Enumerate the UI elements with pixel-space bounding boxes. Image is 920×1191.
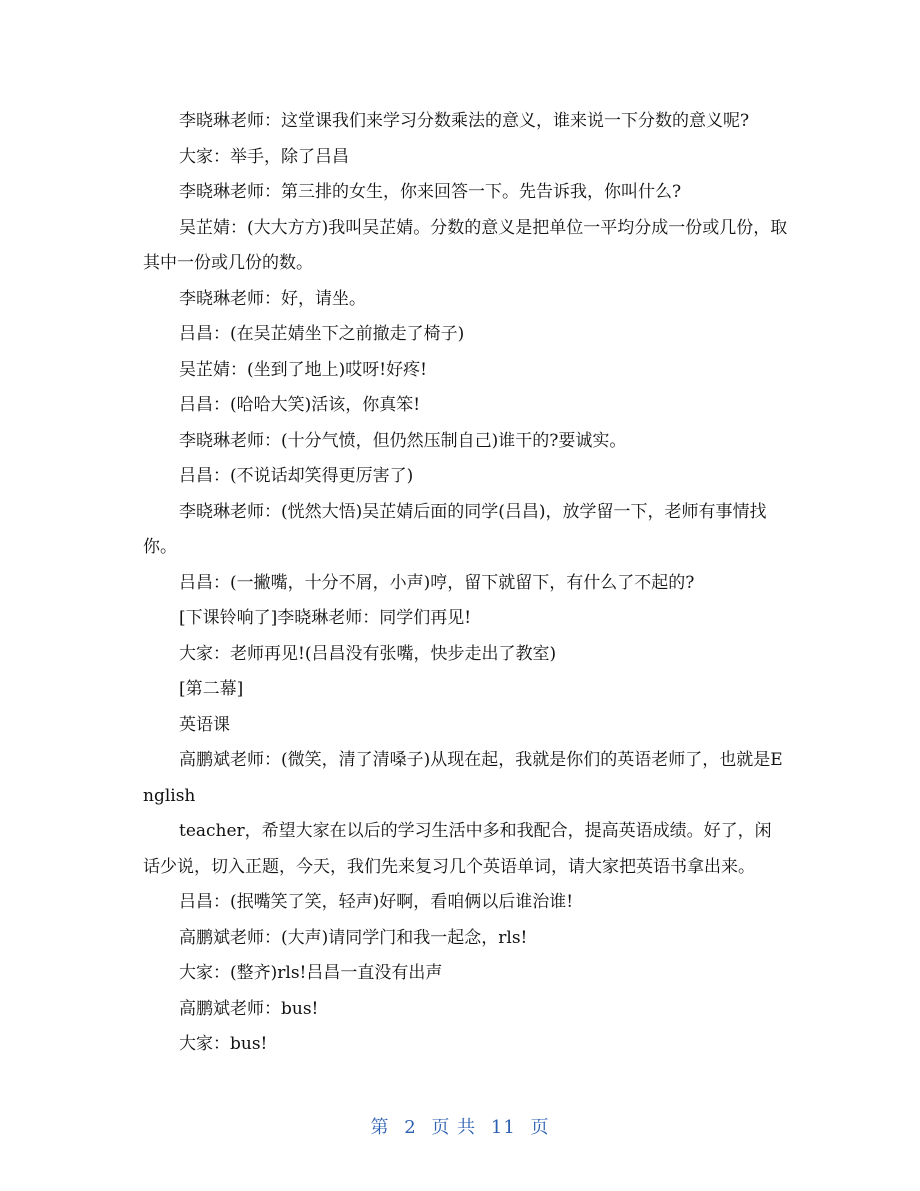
paragraph: 大家：老师再见!(吕昌没有张嘴，快步走出了教室) — [179, 643, 557, 664]
paragraph: 吴芷婧：(大大方方)我叫吴芷婧。分数的意义是把单位一平均分成一份或几份，取其中一份或几份的数。 — [143, 217, 788, 273]
scene-heading: 英语课 — [179, 714, 230, 735]
page-label-mid: 页 共 — [431, 1117, 477, 1138]
paragraph: 高鹏斌老师：bus! — [179, 998, 319, 1019]
paragraph: 大家：(整齐)rls!吕昌一直没有出声 — [179, 963, 443, 983]
current-page-number: 2 — [404, 1117, 417, 1138]
paragraph: 吕昌：(不说话却笑得更厉害了) — [179, 466, 414, 486]
total-pages-number: 11 — [490, 1117, 516, 1138]
paragraph: 李晓琳老师：(十分气愤，但仍然压制自己)谁干的?要诚实。 — [179, 430, 627, 451]
paragraph: 李晓琳老师：(恍然大悟)吴芷婧后面的同学(吕昌)，放学留一下，老师有事情找你。 — [143, 501, 767, 557]
paragraph: 吕昌：(哈哈大笑)活该，你真笨! — [179, 395, 421, 415]
paragraph: 李晓琳老师：好，请坐。 — [179, 288, 366, 309]
act-heading: [第二幕] — [179, 679, 244, 699]
page-footer — [0, 1113, 920, 1139]
paragraph: 高鹏斌老师：(微笑，清了清嗓子)从现在起，我就是你们的英语老师了，也就是English — [143, 750, 783, 806]
paragraph: 李晓琳老师：这堂课我们来学习分数乘法的意义，谁来说一下分数的意义呢? — [179, 111, 750, 131]
paragraph: 吴芷婧：(坐到了地上)哎呀!好疼! — [179, 359, 427, 380]
document-body — [143, 104, 788, 1063]
page-label-suffix: 页 — [530, 1117, 550, 1138]
paragraph: 高鹏斌老师：(大声)请同学门和我一起念，rls! — [179, 927, 528, 948]
paragraph: 吕昌：(抿嘴笑了笑，轻声)好啊，看咱俩以后谁治谁! — [179, 892, 574, 912]
paragraph: 大家：举手，除了吕昌 — [179, 146, 349, 167]
paragraph: 吕昌：(一撇嘴，十分不屑，小声)哼，留下就留下，有什么了不起的? — [179, 572, 695, 593]
page-label-prefix: 第 — [370, 1117, 390, 1138]
paragraph: [下课铃响了]李晓琳老师：同学们再见! — [179, 608, 472, 628]
paragraph: teacher，希望大家在以后的学习生活中多和我配合，提高英语成绩。好了，闲话少说，切入正题，今天，我们先来复习几个英语单词，请大家把英语书拿出来。 — [143, 821, 772, 877]
paragraph: 大家：bus! — [179, 1034, 268, 1054]
paragraph: 吕昌：(在吴芷婧坐下之前撤走了椅子) — [179, 324, 465, 344]
paragraph: 李晓琳老师：第三排的女生，你来回答一下。先告诉我，你叫什么? — [179, 182, 682, 202]
